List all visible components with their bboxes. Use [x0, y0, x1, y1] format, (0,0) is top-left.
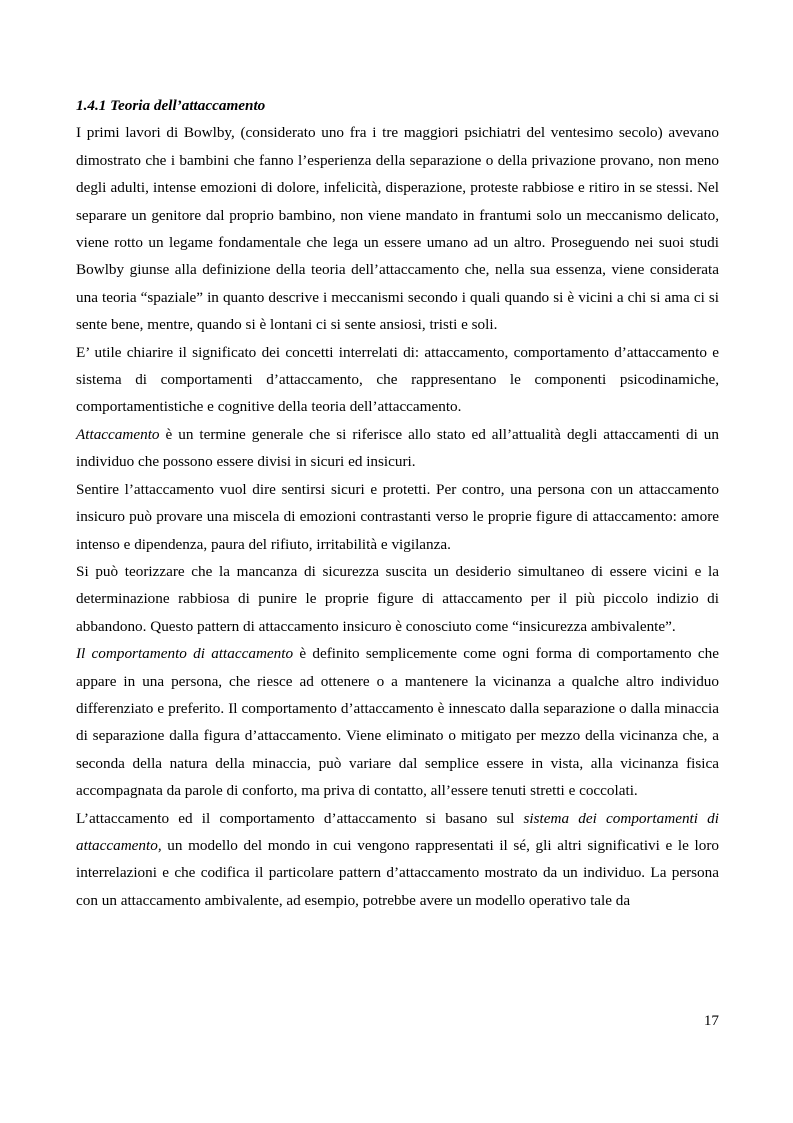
paragraph-attaccamento-definition: [76, 421, 719, 476]
paragraph-secure-insecure: [76, 476, 719, 558]
document-page: [76, 92, 719, 914]
term-italic: Attaccamento: [76, 425, 160, 443]
term-italic: sistema dei comportamenti di attaccamento: [76, 809, 719, 854]
paragraph-concepts: [76, 339, 719, 421]
paragraph-attachment-system: [76, 805, 719, 915]
paragraph-text-lead: L’attaccamento ed il comportamento d’attaccamento si basano sul: [76, 809, 524, 827]
page-number: 17: [703, 1012, 719, 1029]
paragraph-attachment-behavior: [76, 640, 719, 804]
paragraph-text: è definito semplicemente come ogni forma di comportamento che appare in una persona, che riesce ad ottenere o a mantenere la vicinanza a qualche altro individuo differenziato e preferito. Il comportamento d’attaccamento è innescato dalla separazione o dalla minaccia di separazione dalla figura d’attaccamento. Viene eliminato o mitigato per mezzo della vicinanza che, a seconda della natura della minaccia, può variare dal semplice essere in vista, alla vicinanza fisica accompagnata da parole di conforto, ma priva di contatto, all’essere tenuti stretti e coccolati.: [76, 645, 719, 800]
section-title: 1.4.1 Teoria dell’attaccamento: [76, 97, 266, 114]
term-italic: Il comportamento di attaccamento: [76, 645, 294, 663]
paragraph-text: I primi lavori di Bowlby, (considerato uno fra i tre maggiori psichiatri del ventesimo secolo) avevano dimostrato che i bambini che fanno l’esperienza della separazione o della privazione provano, non meno degli adulti, intense emozioni di dolore, infelicità, disperazione, proteste rabbiose e ritiro in se stessi. Nel separare un genitore dal proprio bambino, non viene mandato in frantumi solo un meccanismo delicato, viene rotto un legame fondamentale che lega un essere umano ad un altro. Proseguendo nei suoi studi Bowlby giunse alla definizione della teoria dell’attaccamento che, nella sua essenza, viene considerata una teoria “spaziale” in quanto descrive i meccanismi secondo i quali quando si è vicini a chi si ama ci si sente bene, mentre, quando si è lontani ci si sente ansiosi, tristi e soli.: [76, 124, 719, 334]
paragraph-text: , un modello del mondo in cui vengono rappresentati il sé, gli altri significativi e le loro interrelazioni e che codifica il particolare pattern d’attaccamento mostrato da un individuo. La persona con un attaccamento ambivalente, ad esempio, potrebbe avere un modello operativo tale da: [76, 836, 719, 909]
paragraph-text: E’ utile chiarire il significato dei concetti interrelati di: attaccamento, comportamento d’attaccamento e sistema di comportamenti d’attaccamento, che rappresentano le componenti psicodinamiche, comportamentistiche e cognitive della teoria dell’attaccamento.: [76, 343, 719, 416]
paragraph-text: Sentire l’attaccamento vuol dire sentirsi sicuri e protetti. Per contro, una persona con un attaccamento insicuro può provare una miscela di emozioni contrastanti verso le proprie figure di attaccamento: amore intenso e dipendenza, paura del rifiuto, irritabilità e vigilanza.: [76, 480, 719, 553]
paragraph-text: Si può teorizzare che la mancanza di sicurezza suscita un desiderio simultaneo di essere vicini e la determinazione rabbiosa di punire le proprie figure di attaccamento per il più piccolo indizio di abbandono. Questo pattern di attaccamento insicuro è conosciuto come “insicurezza ambivalente”.: [76, 562, 719, 635]
paragraph-text: è un termine generale che si riferisce allo stato ed all’attualità degli attaccamenti di un individuo che possono essere divisi in sicuri ed insicuri.: [76, 425, 719, 471]
paragraph-bowlby-early-work: [76, 119, 719, 338]
paragraph-ambivalent: [76, 558, 719, 640]
